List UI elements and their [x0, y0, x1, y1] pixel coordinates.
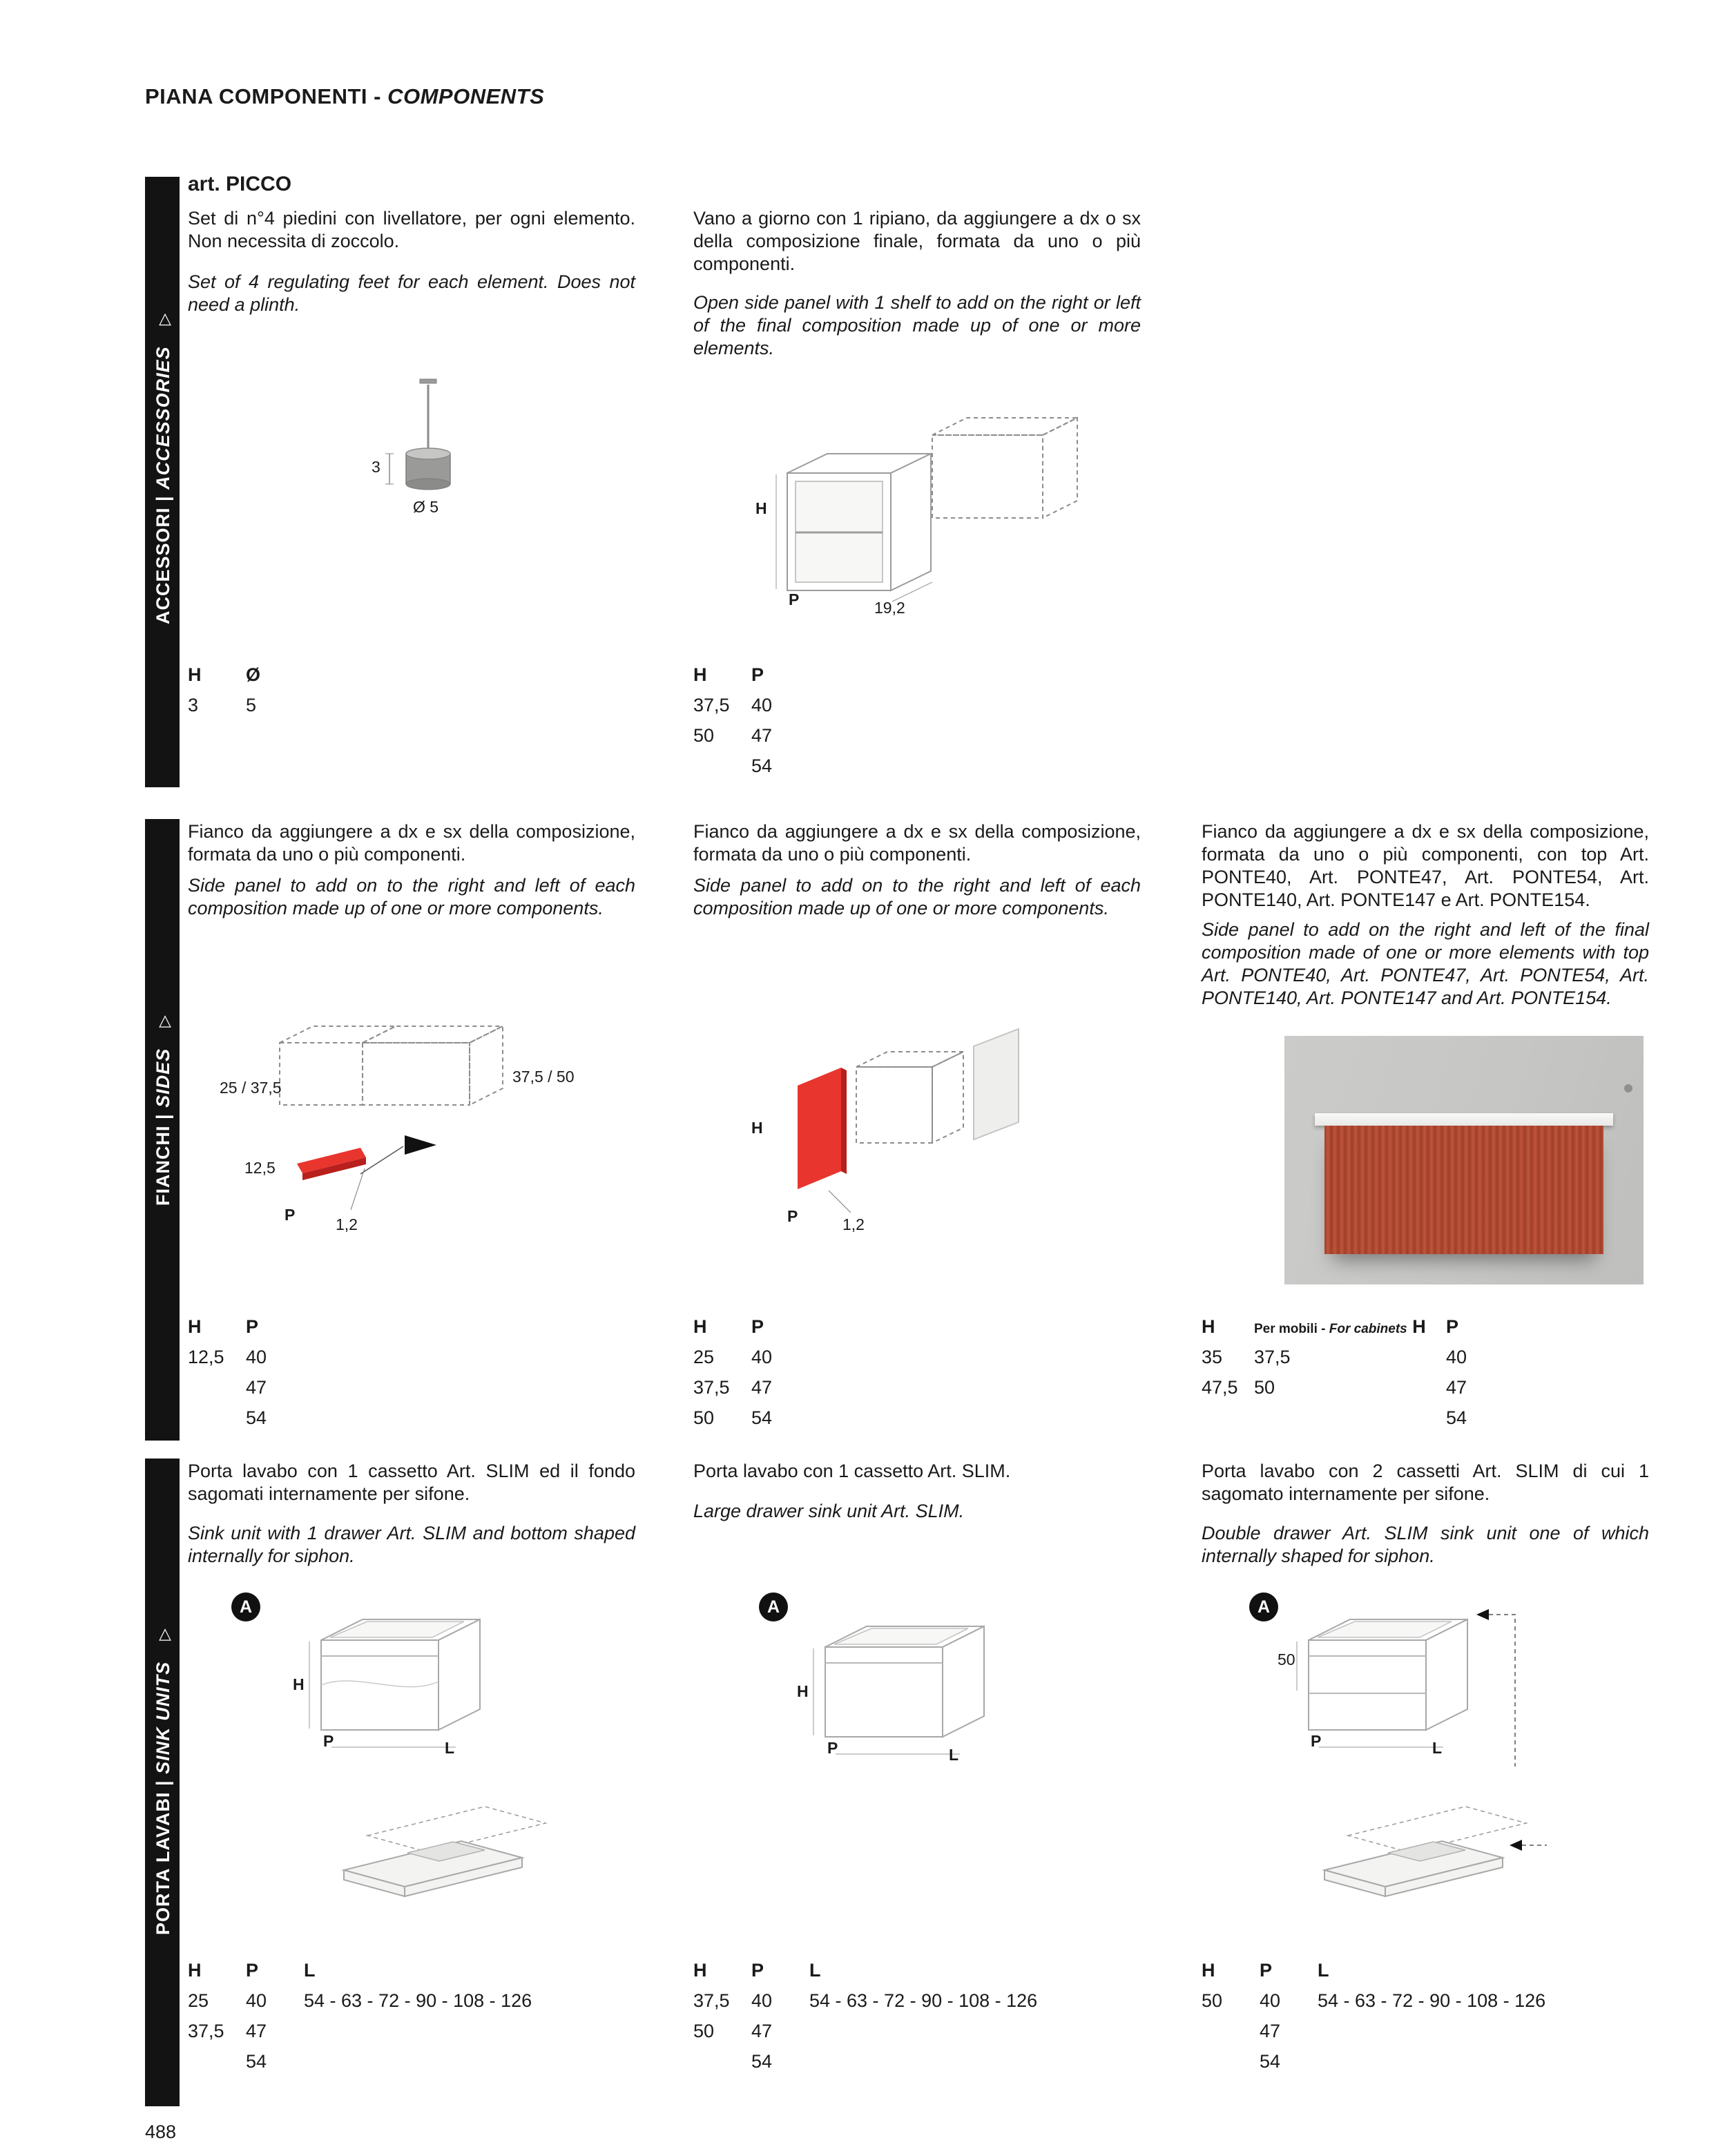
- dim-side1-right: 37,5 / 50: [512, 1068, 575, 1086]
- sink-c1-table: [188, 1960, 532, 2081]
- separator: |: [153, 1113, 173, 1119]
- side-panel-svg: [732, 1008, 1063, 1284]
- side-panel-diagram: [732, 1008, 1063, 1284]
- table-row: [693, 1990, 1037, 2021]
- table-row: [693, 755, 809, 786]
- sink-unit-3-diagram: [1278, 1575, 1540, 1768]
- side-c3-text-en: Side panel to add on the right and left of the final composition made of one or more elements with top Art. PONTE40, Art. PONTE47, Art. PONTE54, Art. PONTE140, Art. PONTE147 and Art. PONTE154.: [1202, 919, 1649, 1008]
- sink-c3-text-en: Double drawer Art. SLIM sink unit one of which internally shaped for siphon.: [1202, 1523, 1649, 1566]
- dim-sink3-p: P: [1311, 1732, 1322, 1750]
- open-unit-diagram: [746, 383, 1091, 618]
- cell: 54: [1446, 1407, 1467, 1428]
- per-mobili-label: Per mobili -: [1254, 1322, 1329, 1336]
- cell: 37,5: [188, 2021, 224, 2041]
- cell: 5: [246, 695, 257, 715]
- table-row: [1202, 1990, 1545, 2021]
- side-c3-text-it: Fianco da aggiungere a dx e sx della composizione, formata da uno o più componenti, con top Art. PONTE40, Art. PONTE47, Art. PONTE54, Art. PONTE140, Art. PONTE147 e Art. PONTE154.: [1202, 821, 1649, 910]
- sink-unit-2-diagram: [794, 1581, 1029, 1775]
- sidebar-accessori: [145, 177, 180, 787]
- cell: 25: [188, 1990, 209, 2011]
- shaped-bottom-1-svg: [325, 1782, 552, 1941]
- side-c2-table: [693, 1316, 809, 1438]
- cell: P: [246, 1960, 259, 1981]
- table-row: [693, 725, 809, 755]
- table-header-row: [1202, 1960, 1545, 1990]
- cell: 37,5: [693, 1377, 730, 1398]
- cell: 54 - 63 - 72 - 90 - 108 - 126: [304, 1990, 532, 2011]
- dim-open-p: P: [789, 590, 800, 608]
- cell: P: [1260, 1960, 1273, 1981]
- cell: 47: [751, 2021, 773, 2041]
- table-row: [1202, 2021, 1545, 2051]
- cell: 50: [1254, 1377, 1275, 1398]
- cell: 54: [246, 1407, 267, 1428]
- table-header-row: [693, 1960, 1037, 1990]
- cell: [1254, 1316, 1446, 1338]
- cell: 47: [246, 2021, 267, 2041]
- cell: 54: [751, 755, 773, 776]
- shaped-bottom-1-diagram: [325, 1782, 552, 1941]
- dim-side1-p: P: [285, 1206, 296, 1224]
- table-header-row: [188, 1960, 532, 1990]
- sidebar-fianchi-en: SIDES: [153, 1048, 173, 1108]
- cell: 47: [1260, 2021, 1281, 2041]
- table-row: [1202, 2051, 1545, 2081]
- sidebar-fianchi-it: FIANCHI: [153, 1125, 173, 1206]
- cell: H: [1202, 1316, 1215, 1337]
- table-row: [188, 2051, 532, 2081]
- cell: 40: [246, 1347, 267, 1367]
- cell: 12,5: [188, 1347, 224, 1367]
- open-unit-svg: [746, 383, 1091, 618]
- feet-text-en: Set of 4 regulating feet for each element. Does not need a plinth.: [188, 271, 635, 315]
- cell: 25: [693, 1347, 715, 1367]
- table-row: [1202, 1377, 1504, 1407]
- badge-a: A: [231, 1592, 260, 1621]
- sink-c1-text-en: Sink unit with 1 drawer Art. SLIM and bottom shaped internally for siphon.: [188, 1523, 635, 1566]
- dim-side2-p: P: [787, 1207, 798, 1225]
- cell: 50: [693, 725, 715, 746]
- table-row: [693, 2051, 1037, 2081]
- dim-side1-left: 25 / 37,5: [220, 1079, 282, 1097]
- side-panel-bottom-svg: [200, 1001, 601, 1278]
- side-c1-table: [188, 1316, 304, 1438]
- dim-side1-thickness: 1,2: [336, 1215, 358, 1233]
- table-row: [188, 1990, 532, 2021]
- cell: 40: [751, 1347, 773, 1367]
- side-panel-bottom-diagram: [200, 1001, 601, 1278]
- cell: H: [188, 664, 202, 685]
- dim-sink3-l: L: [1432, 1739, 1443, 1757]
- cabinet-top: [1315, 1113, 1613, 1126]
- cell: P: [751, 1960, 764, 1981]
- cell: P: [246, 1316, 259, 1337]
- regulating-foot-diagram: [359, 369, 525, 528]
- cell: L: [304, 1960, 316, 1981]
- table-row: [693, 2021, 1037, 2051]
- sink-c1-text-it: Porta lavabo con 1 cassetto Art. SLIM ed il fondo sagomati internamente per sifone.: [188, 1461, 635, 1504]
- dim-sink1-p: P: [323, 1732, 334, 1750]
- table-header-row: [693, 1316, 809, 1347]
- dim-sink1-l: L: [445, 1739, 455, 1757]
- side-c1-text-it: Fianco da aggiungere a dx e sx della composizione, formata da uno o più componenti.: [188, 821, 635, 865]
- dim-side2-thickness: 1,2: [842, 1215, 865, 1233]
- dim-open-depth: 19,2: [874, 599, 905, 617]
- cell: 47,5: [1202, 1377, 1238, 1398]
- cell: 54: [751, 1407, 773, 1428]
- cell: 54: [1260, 2051, 1281, 2072]
- table-row: [693, 1377, 809, 1407]
- door-knob: [1624, 1084, 1632, 1093]
- side-c3-table: [1202, 1316, 1504, 1438]
- feet-text-it: Set di n°4 piedini con livellatore, per ogni elemento. Non necessita di zoccolo.: [188, 208, 635, 251]
- side-c2-text-en: Side panel to add on to the right and left of each composition made up of one or more components.: [693, 875, 1141, 918]
- triangle-icon: ▷: [155, 1014, 173, 1028]
- sidebar-porta-lavabi: [145, 1459, 180, 2106]
- for-cabinets-label: For cabinets: [1329, 1322, 1407, 1336]
- cell: P: [751, 664, 764, 685]
- open-unit-text-it: Vano a giorno con 1 ripiano, da aggiungere a dx o sx della composizione finale, formata da uno o più componenti.: [693, 208, 1141, 274]
- dim-sink2-p: P: [827, 1739, 838, 1757]
- table-row: [188, 695, 304, 725]
- cell: Ø: [246, 664, 261, 685]
- cell: 40: [751, 1990, 773, 2011]
- cell: 47: [751, 1377, 773, 1398]
- sidebar-fianchi-label: [151, 1014, 175, 1206]
- cell: 50: [693, 1407, 715, 1428]
- cell: H: [188, 1316, 202, 1337]
- open-unit-text-en: Open side panel with 1 shelf to add on the right or left of the final composition made up of one or more elements.: [693, 292, 1141, 358]
- sidebar-porta-lavabi-label: [151, 1628, 175, 1935]
- sink-c2-text-it: Porta lavabo con 1 cassetto Art. SLIM.: [693, 1461, 1011, 1481]
- table-row: [188, 2021, 532, 2051]
- cell: 47: [1446, 1377, 1467, 1398]
- table-header-row: [188, 1316, 304, 1347]
- cell: 50: [1202, 1990, 1223, 2011]
- feet-table: [188, 664, 304, 725]
- sidebar-fianchi: [145, 819, 180, 1441]
- side-c1-text-en: Side panel to add on to the right and left of each composition made up of one or more components.: [188, 875, 635, 918]
- shaped-bottom-3-diagram: [1305, 1782, 1547, 1941]
- cell: L: [1318, 1960, 1329, 1981]
- page-title: [145, 84, 544, 109]
- sink-c3-table: [1202, 1960, 1545, 2081]
- cell: 47: [751, 725, 773, 746]
- cell: H: [693, 1960, 707, 1981]
- table-row: [693, 1407, 809, 1438]
- cell: 47: [246, 1377, 267, 1398]
- cell: 54 - 63 - 72 - 90 - 108 - 126: [809, 1990, 1038, 2011]
- page-title-en: COMPONENTS: [387, 84, 545, 108]
- cell: 37,5: [693, 1990, 730, 2011]
- page-title-it: PIANA COMPONENTI -: [145, 84, 381, 108]
- sink-unit-1-diagram: [290, 1575, 525, 1768]
- fluted-cabinet: [1324, 1126, 1603, 1254]
- cell: L: [809, 1960, 821, 1981]
- shaped-bottom-3-svg: [1305, 1782, 1547, 1941]
- sink-c3-text-it: Porta lavabo con 2 cassetti Art. SLIM di cui 1 sagomato internamente per sifone.: [1202, 1461, 1649, 1504]
- table-row: [188, 1377, 304, 1407]
- table-row: [188, 1407, 304, 1438]
- table-header-row: [1202, 1316, 1504, 1347]
- badge-a: A: [1249, 1592, 1278, 1621]
- cell: 54 - 63 - 72 - 90 - 108 - 126: [1318, 1990, 1546, 2011]
- dim-sink2-h: H: [797, 1682, 809, 1700]
- side-c2-text-it: Fianco da aggiungere a dx e sx della composizione, formata da uno o più componenti.: [693, 821, 1141, 865]
- cell: H: [1202, 1960, 1215, 1981]
- cell: 40: [1446, 1347, 1467, 1367]
- table-header-row: [188, 664, 304, 695]
- triangle-icon: ▷: [155, 1628, 173, 1641]
- dim-side1-height: 12,5: [244, 1159, 276, 1177]
- separator: |: [153, 1780, 173, 1786]
- dim-sink2-l: L: [949, 1746, 959, 1764]
- cell: 54: [246, 2051, 267, 2072]
- cell: 40: [1260, 1990, 1281, 2011]
- cell: 54: [751, 2051, 773, 2072]
- cell: H: [693, 664, 707, 685]
- side-panel-photo: [1284, 1036, 1644, 1284]
- open-unit-table: [693, 664, 809, 786]
- page-number: 488: [145, 2121, 177, 2142]
- sidebar-accessori-en: ACCESSORIES: [153, 346, 173, 490]
- article-title: art. PICCO: [188, 173, 292, 195]
- sidebar-accessori-it: ACCESSORI: [153, 507, 173, 624]
- triangle-icon: ▷: [155, 312, 173, 326]
- sidebar-porta-it: PORTA LAVABI: [153, 1791, 173, 1935]
- table-row: [188, 1347, 304, 1377]
- dim-open-h: H: [755, 499, 767, 517]
- dim-sink3-h: 50: [1278, 1650, 1295, 1668]
- table-header-row: [693, 664, 809, 695]
- cell: 40: [246, 1990, 267, 2011]
- badge-a: A: [759, 1592, 788, 1621]
- cell: 50: [693, 2021, 715, 2041]
- cell: H: [1412, 1316, 1426, 1337]
- sink-c2-table: [693, 1960, 1037, 2081]
- cell: 3: [188, 695, 199, 715]
- cell: H: [188, 1960, 202, 1981]
- cell: 35: [1202, 1347, 1223, 1367]
- sidebar-accessori-label: [151, 313, 175, 624]
- sink-c2-text-en: Large drawer sink unit Art. SLIM.: [693, 1501, 965, 1521]
- sidebar-porta-en: SINK UNITS: [153, 1661, 173, 1774]
- cell: 37,5: [693, 695, 730, 715]
- table-row: [693, 1347, 809, 1377]
- cell: 37,5: [1254, 1347, 1291, 1367]
- dim-foot-diameter: Ø 5: [413, 498, 439, 516]
- dim-side2-h: H: [751, 1119, 763, 1137]
- table-row: [1202, 1407, 1504, 1438]
- cell: P: [751, 1316, 764, 1337]
- separator: |: [153, 495, 173, 501]
- dim-foot-height: 3: [372, 458, 380, 476]
- cell: 40: [751, 695, 773, 715]
- table-row: [1202, 1347, 1504, 1377]
- cell: H: [693, 1316, 707, 1337]
- table-row: [693, 695, 809, 725]
- dim-sink1-h: H: [293, 1675, 305, 1693]
- cell: P: [1446, 1316, 1459, 1337]
- regulating-foot-svg: [359, 369, 525, 528]
